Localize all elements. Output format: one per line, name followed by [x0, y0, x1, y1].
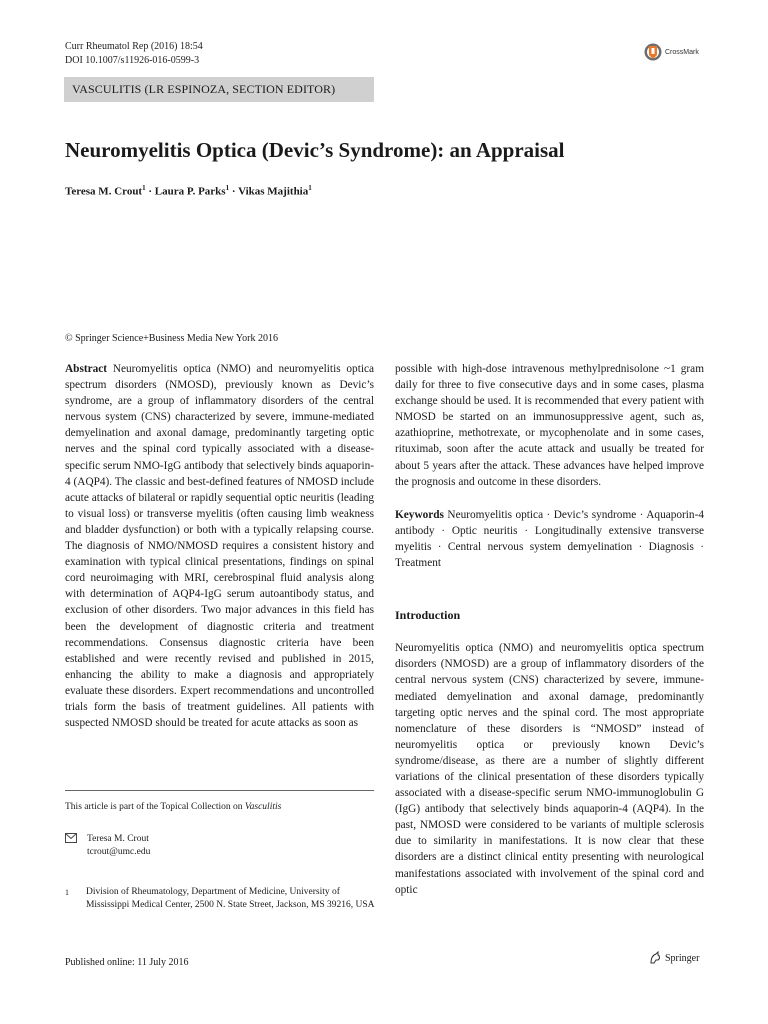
published-date: Published online: 11 July 2016 — [65, 957, 189, 968]
introduction-text: Neuromyelitis optica (NMO) and neuromyelitis optica spectrum disorders (NMOSD) are a group of inflammatory disorders of the central nervous system (CNS) characterized by severe, immune-mediated demyelination and axonal damage, predominantly targeting optic nerves and the spinal cord. The most appropriate nomenclature of these disorders is “NMOSD” instead of neuromyelitis optica or previously known Devic’s syndrome/disease, as there are a number of slightly different variations of the clinical presentation of these disorders typically associated with a disease-specific serum NMO-immunoglobulin G (IgG) antibody that selectively binds aquaporin-4 (AQP4). In the past, NMOSD were considered to be variants of multiple sclerosis due to similarity in manifestations. It is now clear that these disorders are a distinct clinical entity presenting with neurological manifestations associated with involvement of the spinal cord and optic — [395, 642, 704, 896]
copyright-notice: © Springer Science+Business Media New York 2016 — [65, 333, 278, 344]
abstract-paragraph — [65, 361, 374, 731]
publisher-name: Springer — [665, 952, 700, 964]
doi: DOI 10.1007/s11926-016-0599-3 — [65, 55, 200, 66]
author-name: Laura P. Parks — [154, 185, 226, 198]
topical-collection-note — [65, 801, 281, 814]
affiliation-note — [65, 886, 385, 912]
right-column — [395, 361, 704, 898]
journal-citation: Curr Rheumatol Rep (2016) 18:54 — [65, 41, 203, 52]
corresponding-author — [65, 833, 150, 859]
crossmark-icon — [644, 42, 662, 62]
crossmark-badge[interactable] — [644, 42, 699, 62]
article-title: Neuromyelitis Optica (Devic’s Syndrome): an Appraisal — [65, 138, 565, 162]
topical-collection-name[interactable]: Vasculitis — [244, 802, 282, 812]
springer-logo — [648, 951, 699, 965]
author-name: Teresa M. Crout — [65, 185, 143, 198]
envelope-icon — [65, 833, 77, 843]
author-separator: · — [145, 185, 155, 198]
author-separator: · — [229, 185, 239, 198]
abstract-continuation: possible with high-dose intravenous methylprednisolone ~1 gram daily for three to five consecutive days and in some cases, plasma exchange should be used. It is recommended that every patient with NMOSD be started on an immunosuppressive agent, such as, azathioprine, methotrexate, or mycophenolate and in some cases, rituximab, soon after the acute attack and usually be treated for about 5 years after the attack. These advances have helped improve the prognosis and outcome in these disorders. — [395, 363, 704, 488]
contact-email[interactable]: tcrout@umc.edu — [87, 847, 151, 857]
introduction-heading: Introduction — [395, 608, 461, 623]
abstract-label: Abstract — [65, 363, 108, 375]
affiliation-number: 1 — [65, 888, 69, 897]
section-label: VASCULITIS (LR ESPINOZA, SECTION EDITOR) — [64, 77, 374, 102]
author-list — [65, 180, 312, 200]
topical-prefix: This article is part of the Topical Collection on — [65, 802, 245, 812]
footnote-divider — [65, 790, 374, 791]
keywords-paragraph — [395, 507, 704, 571]
contact-name: Teresa M. Crout — [87, 834, 149, 844]
left-column — [65, 361, 374, 731]
abstract-text: Neuromyelitis optica (NMO) and neuromyelitis optica spectrum disorders (NMOSD), previously known as Devic’s syndrome, are a group of inflammatory disorders of the central nervous system (CNS) characterized by severe, immune-mediated demyelination and axonal damage, predominantly targeting optic nerves and the spinal cord typically associated with a disease-specific serum NMO-IgG antibody that selectively binds aquaporin-4 (AQP4). The classic and best-defined features of NMOSD include acute attacks of bilateral or rapidly sequential optic neuritis (leading to visual loss) or transverse myelitis (often causing limb weakness and bladder dysfunction) or both with a typically relapsing course. The diagnosis of NMO/NMOSD requires a consistent history and examination with typical clinical presentations, findings on spinal cord neuroimaging with MRI, cerebrospinal fluid analysis along with determination of AQP4-IgG serum autoantibody status, and exclusion of other disorders. Two major advances in this field has been the development of diagnostic criteria and treatment recommendations. Consensus diagnostic criteria have been established and were recently revised and published in 2015, enhancing the ability to make a diagnosis and appropriately evaluate these disorders. Expert recommendations and uncontrolled trials form the basis of treatment guidelines. All patients with suspected NMOSD should be treated for acute attacks as soon as — [65, 363, 375, 730]
author-affiliation-mark: 1 — [225, 184, 230, 192]
author-affiliation-mark: 1 — [308, 184, 312, 192]
journal-meta — [65, 40, 203, 68]
author-affiliation-mark: 1 — [142, 184, 146, 192]
affiliation-text: Division of Rheumatology, Department of Medicine, University of Mississippi Medical Center, 2500 N. State Street, Jackson, MS 39216, USA — [85, 887, 375, 910]
keywords-text: Neuromyelitis optica · Devic’s syndrome · Aquaporin-4 antibody · Optic neuritis · Longitudinally extensive transverse myelitis · Central nervous system demyelination · Diagnosis · Treatment — [395, 508, 704, 570]
author-name: Vikas Majithia — [238, 185, 309, 198]
keywords-label: Keywords — [395, 508, 444, 521]
crossmark-label: CrossMark — [665, 48, 699, 56]
springer-horse-icon — [648, 951, 662, 965]
